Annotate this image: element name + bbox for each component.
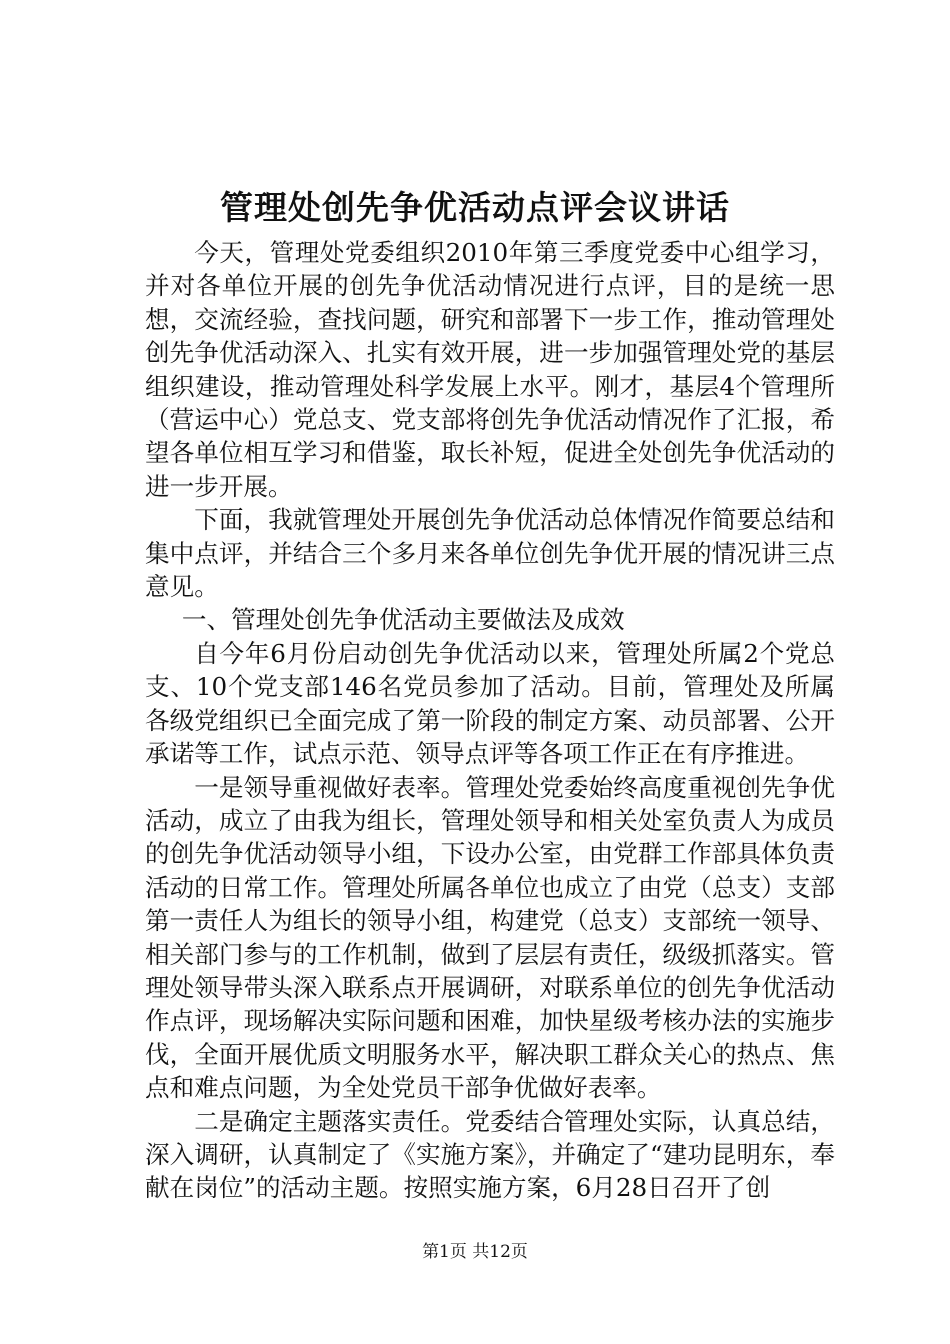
section-heading-1: 一、管理处创先争优活动主要做法及成效 bbox=[181, 605, 625, 635]
paragraph-theme: 二是确定主题落实责任。党委结合管理处实际，认真总结，深入调研，认真制定了《实施方案》，并确定了“建功昆明东，奉献在岗位”的活动主题。按照实施方案，6月28日召开了创 bbox=[145, 1106, 835, 1203]
paragraph-leadership: 一是领导重视做好表率。管理处党委始终高度重视创先争优活动，成立了由我为组长，管理处领导和相关处室负责人为成员的创先争优活动领导小组，下设办公室，由党群工作部具体负责活动的日常工作。管理处所属各单位也成立了由党（总支）支部第一责任人为组长的领导小组，构建党（总支）支部统一领导、相关部门参与的工作机制，做到了层层有责任，级级抓落实。管理处领导带头深入联系点开展调研，对联系单位的创先争优活动作点评，现场解决实际问题和困难，加快星级考核办法的实施步伐，全面开展优质文明服务水平，解决职工群众关心的热点、焦点和难点问题，为全处党员干部争优做好表率。 bbox=[145, 772, 835, 1103]
paragraph-overview: 下面，我就管理处开展创先争优活动总体情况作简要总结和集中点评，并结合三个多月来各单位创先争优开展的情况讲三点意见。 bbox=[145, 505, 835, 602]
document-title: 管理处创先争优活动点评会议讲话 bbox=[220, 188, 730, 227]
paragraph-intro: 今天，管理处党委组织2010年第三季度党委中心组学习，并对各单位开展的创先争优活动情况进行点评，目的是统一思想，交流经验，查找问题，研究和部署下一步工作，推动管理处创先争优活动深入、扎实有效开展，进一步加强管理处党的基层组织建设，推动管理处科学发展上水平。刚才，基层4个管理所（营运中心）党总支、党支部将创先争优活动情况作了汇报，希望各单位相互学习和借鉴，取长补短，促进全处创先争优活动的进一步开展。 bbox=[145, 238, 835, 501]
paragraph-launch: 自今年6月份启动创先争优活动以来，管理处所属2个党总支、10个党支部146名党员参加了活动。目前，管理处及所属各级党组织已全面完成了第一阶段的制定方案、动员部署、公开承诺等工作，试点示范、领导点评等各项工作正在有序推进。 bbox=[145, 638, 835, 769]
page-footer: 第1页 共12页 bbox=[422, 1242, 528, 1262]
document-body bbox=[145, 236, 835, 1205]
